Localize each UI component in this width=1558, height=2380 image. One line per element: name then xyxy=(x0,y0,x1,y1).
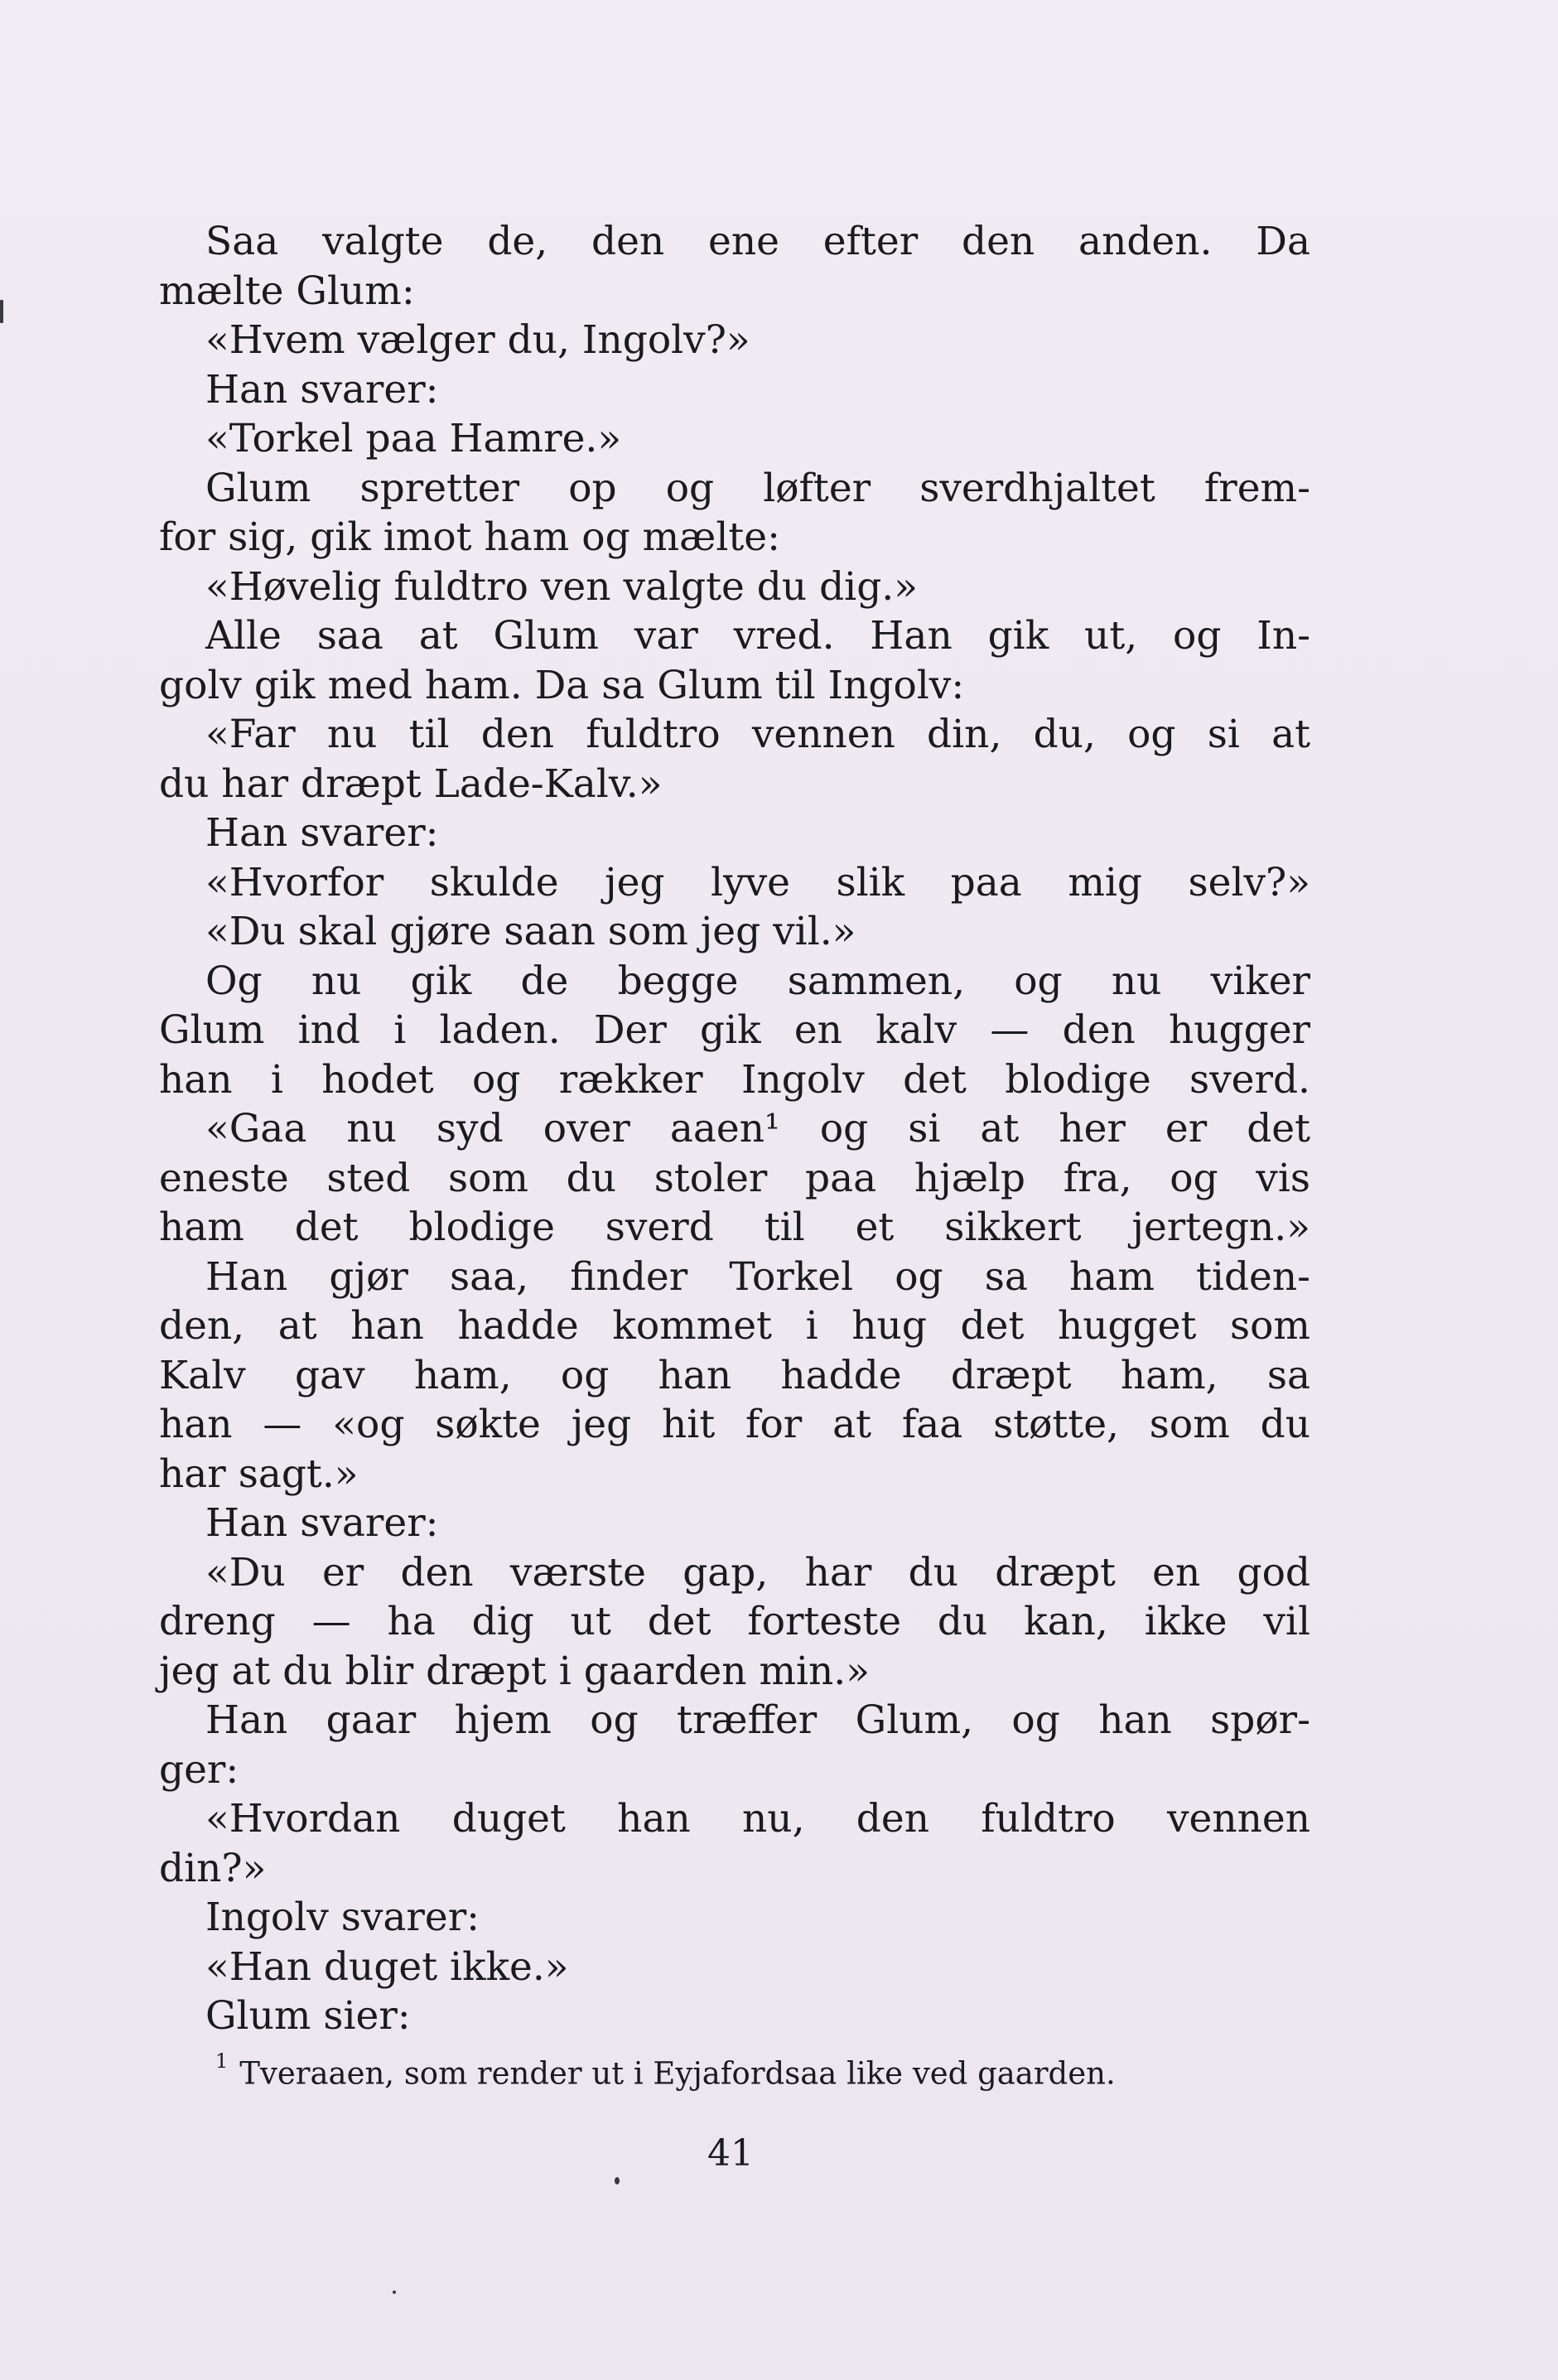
footnote-marker: 1 xyxy=(215,2049,229,2073)
text-line: Og nu gik de begge sammen, og nu viker xyxy=(205,958,1310,1004)
text-line: Glum spretter op og løfter sverdhjaltet frem- xyxy=(205,465,1310,511)
page-number: 41 xyxy=(707,2132,754,2175)
text-line: han — «og søkte jeg hit for at faa støtte, som du xyxy=(159,1402,1310,1447)
text-line: du har dræpt Lade-Kalv.» xyxy=(159,760,663,807)
text-line: «Hvorfor skulde jeg lyve slik paa mig selv?» xyxy=(205,859,1310,905)
text-line: «Hvordan duget han nu, den fuldtro vennen xyxy=(205,1796,1310,1842)
text-line: han i hodet og rækker Ingolv det blodige sverd. xyxy=(159,1056,1310,1103)
text-line: Ingolv svarer: xyxy=(205,1895,480,1940)
text-line: Han svarer: xyxy=(205,1500,439,1546)
text-line: mælte Glum: xyxy=(159,268,415,314)
text-line: golv gik med ham. Da sa Glum til Ingolv: xyxy=(159,662,965,708)
text-line: Han svarer: xyxy=(205,810,439,856)
footnote xyxy=(215,2048,1310,2092)
text-line: ham det blodige sverd til et sikkert jertegn.» xyxy=(159,1204,1310,1250)
text-line: Kalv gav ham, og han hadde dræpt ham, sa xyxy=(159,1352,1310,1398)
text-line: den, at han hadde kommet i hug det hugget som xyxy=(159,1303,1310,1349)
text-line: Glum ind i laden. Der gik en kalv — den hugger xyxy=(159,1007,1310,1053)
text-line: din?» xyxy=(159,1845,267,1891)
footnote-text: Tveraaen, som render ut i Eyjafordsaa like ved gaarden. xyxy=(239,2055,1116,2092)
text-line: Glum sier: xyxy=(205,1993,411,2039)
text-line: jeg at du blir dræpt i gaarden min.» xyxy=(159,1648,871,1694)
text-line: «Du er den værste gap, har du dræpt en god xyxy=(205,1549,1310,1596)
text-line: eneste sted som du stoler paa hjælp fra, og vis xyxy=(159,1155,1310,1201)
text-line: «Hvem vælger du, Ingolv?» xyxy=(205,317,750,363)
text-line: for sig, gik imot ham og mælte: xyxy=(159,514,780,560)
text-line: dreng — ha dig ut det forteste du kan, ikke vil xyxy=(159,1599,1310,1644)
print-speck xyxy=(615,2177,620,2184)
body-text xyxy=(159,217,1310,2041)
text-line: «Du skal gjøre saan som jeg vil.» xyxy=(205,909,856,954)
text-line: «Torkel paa Hamre.» xyxy=(205,416,622,461)
text-line: Han svarer: xyxy=(205,366,439,413)
text-line: Han gaar hjem og træffer Glum, og han spør- xyxy=(205,1697,1310,1743)
text-line: ger: xyxy=(159,1746,239,1793)
text-line: Alle saa at Glum var vred. Han gik ut, og In- xyxy=(205,613,1310,659)
text-line: «Han duget ikke.» xyxy=(205,1943,569,1990)
print-speck xyxy=(393,2291,396,2294)
text-line: «Høvelig fuldtro ven valgte du dig.» xyxy=(205,563,918,610)
text-line: har sagt.» xyxy=(159,1451,359,1497)
print-speck xyxy=(0,300,3,323)
text-line: Saa valgte de, den ene efter den anden. Da xyxy=(205,219,1310,264)
text-line: «Far nu til den fuldtro vennen din, du, og si at xyxy=(205,712,1310,757)
text-line: «Gaa nu syd over aaen¹ og si at her er det xyxy=(205,1106,1310,1151)
text-line: Han gjør saa, finder Torkel og sa ham tiden- xyxy=(205,1253,1310,1300)
